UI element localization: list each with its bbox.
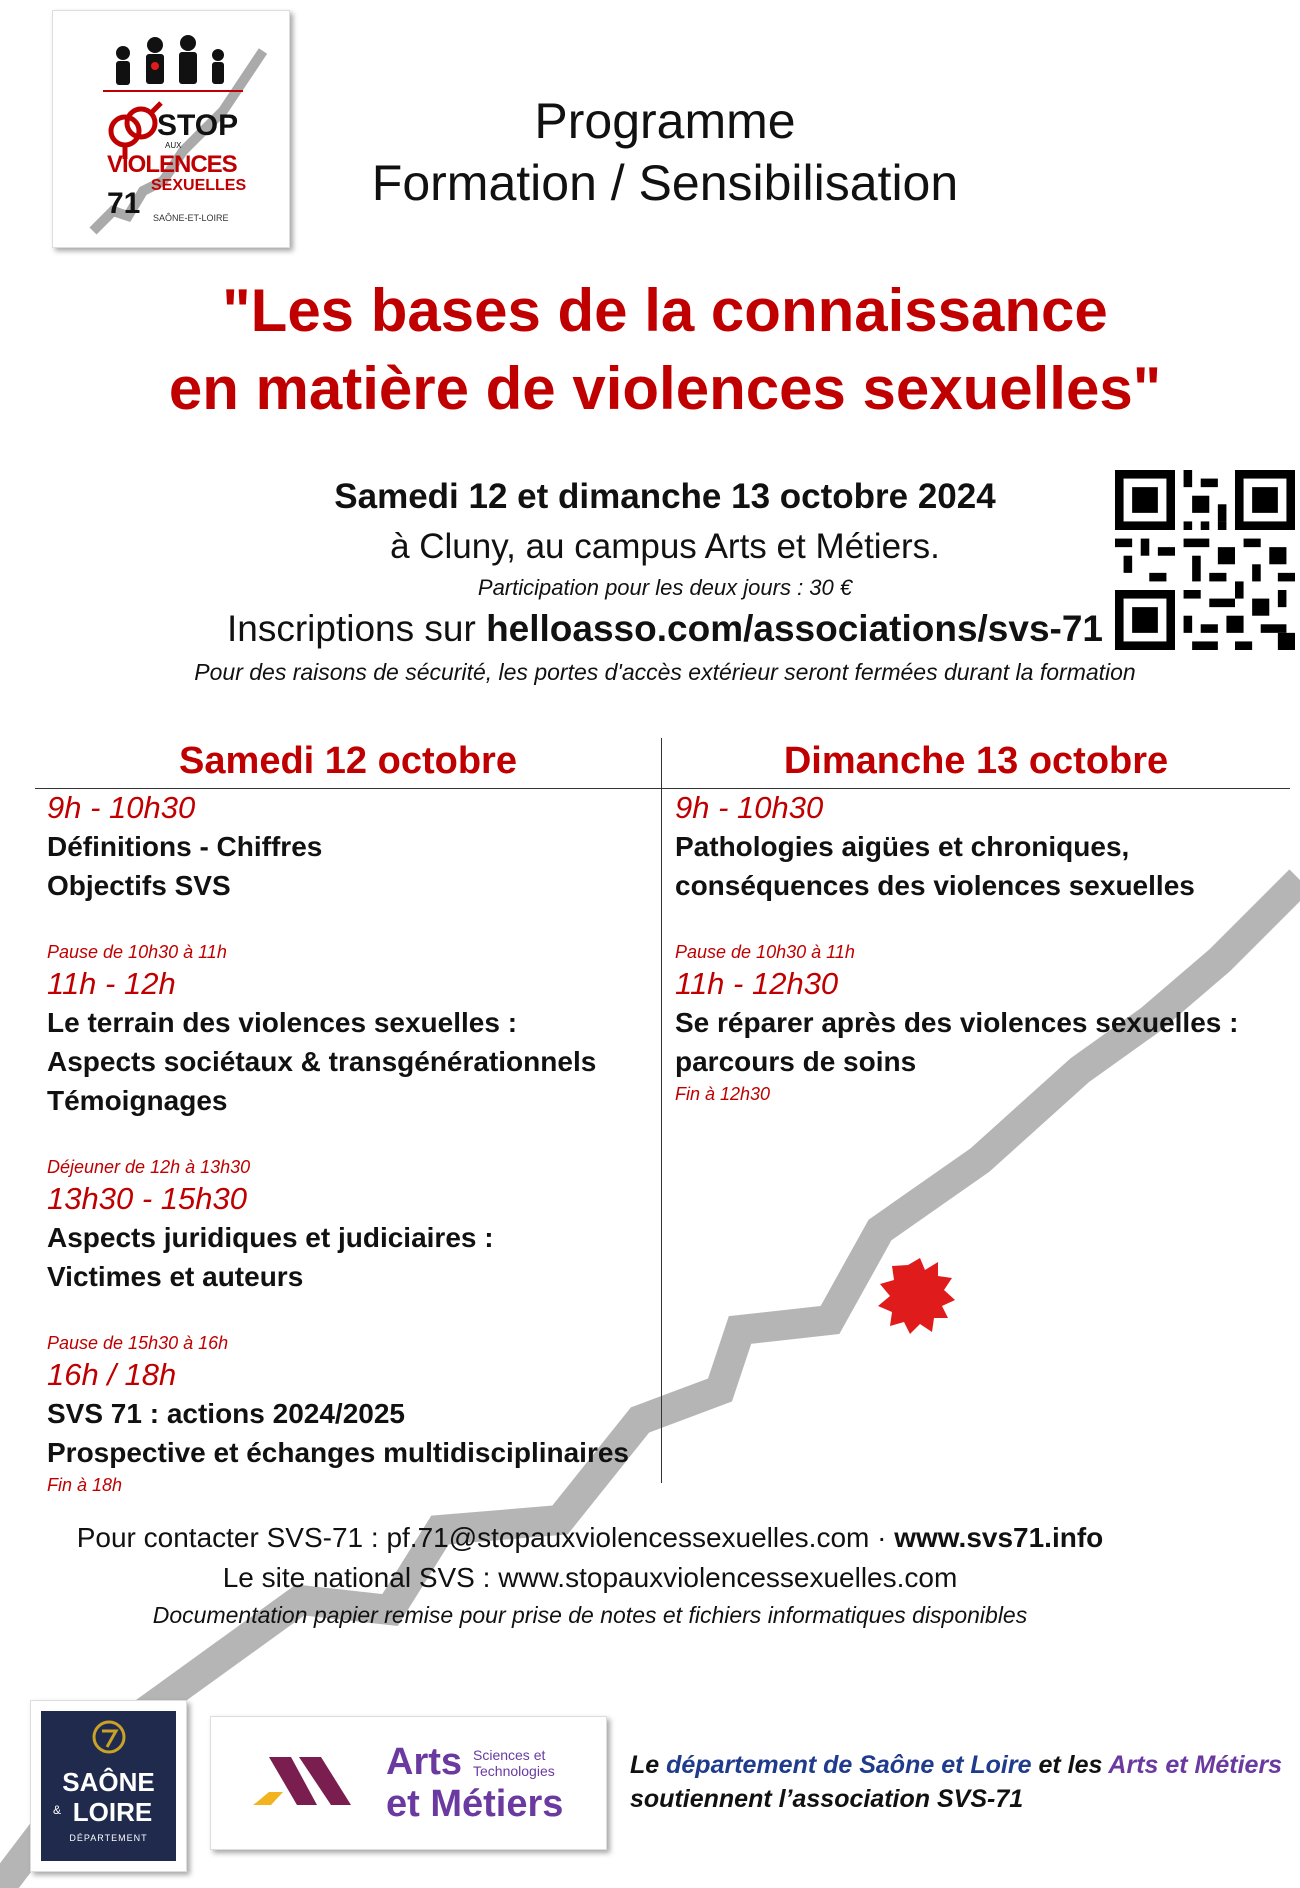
saone-loire-emblem-icon bbox=[91, 1719, 127, 1755]
sponsor-am: Arts et Métiers bbox=[1108, 1751, 1283, 1779]
slot-topic: parcours de soins bbox=[675, 1046, 917, 1077]
registration-prefix: Inscriptions sur bbox=[226, 608, 487, 649]
contact-line bbox=[60, 1518, 1120, 1558]
slot-time: 9h - 10h30 bbox=[47, 790, 196, 825]
sponsors-text: et les bbox=[1031, 1751, 1109, 1779]
saone-loire-logo bbox=[30, 1700, 187, 1872]
contact-info bbox=[60, 1518, 1120, 1632]
logo-number: 71 bbox=[107, 187, 141, 220]
slot-time: 13h30 - 15h30 bbox=[47, 1181, 247, 1216]
saone-label: SAÔNE bbox=[62, 1767, 155, 1797]
event-registration bbox=[200, 604, 1130, 654]
sunday-title: Dimanche 13 octobre bbox=[783, 740, 1169, 782]
red-splash-icon bbox=[878, 1258, 955, 1334]
slot-end-note: Fin à 18h bbox=[47, 1475, 123, 1495]
loire-label: LOIRE bbox=[72, 1797, 153, 1827]
registration-link[interactable]: helloasso.com/associations/svs-71 bbox=[486, 608, 1104, 649]
slot-topic: Aspects juridiques et judiciaires : bbox=[47, 1222, 494, 1253]
training-title bbox=[100, 272, 1230, 428]
sponsors-text: Le bbox=[630, 1751, 667, 1779]
contact-prefix: Pour contacter SVS-71 : pf.71@stopauxviolencessexuelles.com · bbox=[76, 1522, 895, 1553]
event-dates: Samedi 12 et dimanche 13 octobre 2024 bbox=[334, 477, 996, 516]
slot-time: 16h / 18h bbox=[47, 1357, 177, 1392]
logo-stop: STOP bbox=[157, 109, 239, 142]
slot-topic: SVS 71 : actions 2024/2025 bbox=[47, 1398, 405, 1429]
sponsors-note bbox=[630, 1748, 1283, 1816]
slot-topic: Définitions - Chiffres bbox=[47, 831, 323, 862]
slot-time: 11h - 12h30 bbox=[675, 966, 839, 1001]
slot-break-note: Pause de 10h30 à 11h bbox=[47, 942, 227, 962]
slot-break-note: Déjeuner de 12h à 13h30 bbox=[47, 1157, 251, 1177]
arts-et-metiers-logo bbox=[210, 1716, 607, 1850]
logo-region: SAÔNE-ET-LOIRE bbox=[153, 213, 229, 223]
family-icon bbox=[116, 35, 224, 85]
sponsors-line-2: soutiennent l’association SVS-71 bbox=[630, 1785, 1024, 1813]
slot-break-note: Pause de 15h30 à 16h bbox=[47, 1333, 229, 1353]
slot-topic: Objectifs SVS bbox=[47, 870, 231, 901]
slot-break-note: Pause de 10h30 à 11h bbox=[675, 942, 855, 962]
saone-amp: & bbox=[53, 1803, 62, 1817]
sunday-slot-2 bbox=[675, 939, 1290, 1107]
am-monogram-icon bbox=[239, 1747, 369, 1819]
heading-line-2: Formation / Sensibilisation bbox=[371, 155, 959, 211]
sunday-slot-1 bbox=[675, 789, 1290, 905]
slot-topic: Victimes et auteurs bbox=[47, 1261, 304, 1292]
slot-time: 11h - 12h bbox=[47, 966, 176, 1001]
am-sciences: Sciences et bbox=[473, 1747, 546, 1763]
event-price: Participation pour les deux jours : 30 € bbox=[477, 575, 853, 600]
title-line-2: en matière de violences sexuelles" bbox=[168, 355, 1162, 422]
slot-topic: Témoignages bbox=[47, 1085, 228, 1116]
title-line-1: "Les bases de la connaissance bbox=[222, 277, 1108, 344]
security-note: Pour des raisons de sécurité, les portes d'accès extérieur seront fermées durant la formation bbox=[194, 659, 1136, 685]
slot-topic: conséquences des violences sexuelles bbox=[675, 870, 1195, 901]
sponsor-department: département de Saône et Loire bbox=[666, 1751, 1032, 1779]
documentation-note: Documentation papier remise pour prise de notes et fichiers informatiques disponibles bbox=[152, 1602, 1028, 1628]
slot-time: 9h - 10h30 bbox=[675, 790, 824, 825]
sunday-schedule bbox=[675, 789, 1290, 1129]
saturday-schedule bbox=[47, 789, 657, 1520]
logo-sexuelles: SEXUELLES bbox=[151, 177, 247, 194]
slot-end-note: Fin à 12h30 bbox=[675, 1084, 771, 1104]
slot-topic: Se réparer après des violences sexuelles : bbox=[675, 1007, 1239, 1038]
logo-aux: AUX bbox=[165, 141, 182, 150]
slot-topic: Aspects sociétaux & transgénérationnels bbox=[47, 1046, 597, 1077]
departement-label: DÉPARTEMENT bbox=[69, 1833, 148, 1843]
slot-topic: Prospective et échanges multidisciplinaires bbox=[47, 1437, 629, 1468]
am-technologies: Technologies bbox=[473, 1763, 555, 1779]
event-location: à Cluny, au campus Arts et Métiers. bbox=[390, 527, 940, 566]
national-site: Le site national SVS : www.stopauxviolencessexuelles.com bbox=[222, 1562, 958, 1593]
saturday-slot-4 bbox=[47, 1330, 657, 1498]
event-info bbox=[200, 472, 1130, 654]
saturday-title: Samedi 12 octobre bbox=[179, 740, 517, 782]
svs71-logo bbox=[52, 10, 290, 248]
sponsors-line-1 bbox=[630, 1748, 1283, 1782]
contact-site-link[interactable]: www.svs71.info bbox=[894, 1522, 1104, 1553]
am-arts: Arts bbox=[386, 1741, 463, 1783]
logo-violences: VIOLENCES bbox=[107, 151, 237, 178]
qr-code-icon[interactable] bbox=[1115, 470, 1295, 650]
saturday-slot-3 bbox=[47, 1154, 657, 1296]
am-et-metiers: et Métiers bbox=[386, 1783, 564, 1825]
slot-topic: Pathologies aigües et chroniques, bbox=[675, 831, 1130, 862]
saturday-slot-1 bbox=[47, 789, 657, 905]
saturday-slot-2 bbox=[47, 939, 657, 1120]
schedule-vertical-divider bbox=[661, 738, 662, 1483]
heading-line-1: Programme bbox=[534, 93, 796, 149]
slot-topic: Le terrain des violences sexuelles : bbox=[47, 1007, 518, 1038]
programme-heading bbox=[300, 90, 1030, 214]
